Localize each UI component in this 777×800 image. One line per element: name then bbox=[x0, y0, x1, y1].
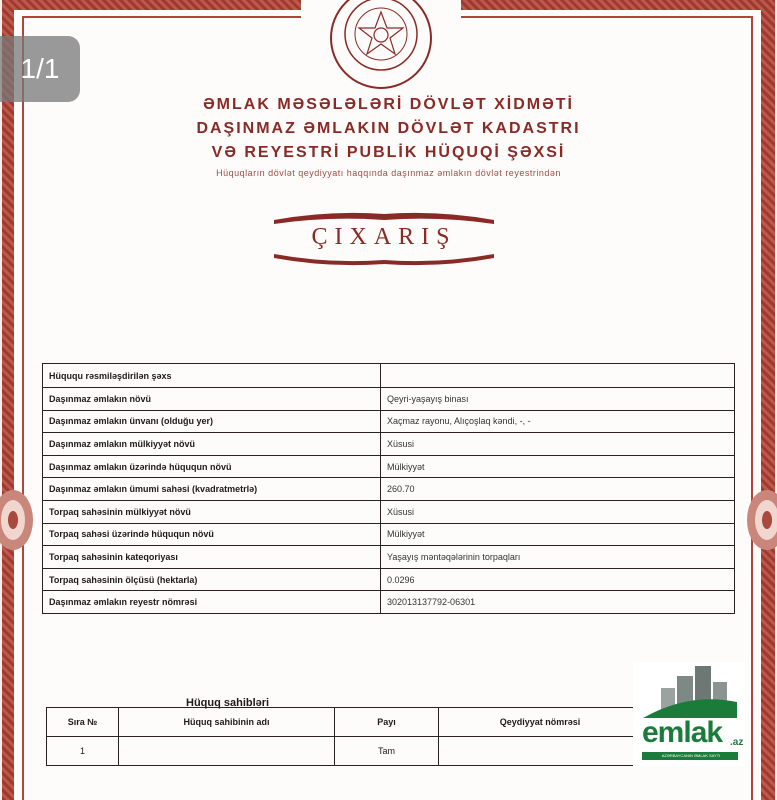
document-title-banner bbox=[269, 206, 499, 268]
table-row bbox=[43, 455, 735, 478]
right-ornament bbox=[744, 485, 777, 555]
owners-col-reg: Qeydiyyat nömrəsi bbox=[439, 708, 642, 737]
row-label: Daşınmaz əmlakın mülkiyyət növü bbox=[43, 433, 381, 456]
row-label: Daşınmaz əmlakın ümumi sahəsi (kvadratmetrlə) bbox=[43, 478, 381, 501]
row-value: 302013137792-06301 bbox=[381, 591, 735, 614]
property-info-table bbox=[42, 363, 735, 614]
emlak-domain: .az bbox=[730, 737, 744, 748]
row-value: Mülkiyyət bbox=[381, 455, 735, 478]
row-label: Hüququ rəsmiləşdirilən şəxs bbox=[43, 364, 381, 388]
row-value bbox=[381, 364, 735, 388]
table-row bbox=[43, 364, 735, 388]
table-row bbox=[43, 478, 735, 501]
header-line-2: DAŞINMAZ ƏMLAKIN DÖVLƏT KADASTRI bbox=[196, 120, 581, 137]
row-label: Torpaq sahəsi üzərində hüququn növü bbox=[43, 523, 381, 546]
emlak-watermark-logo bbox=[633, 662, 745, 766]
table-row bbox=[47, 737, 642, 766]
row-value: Xüsusi bbox=[381, 433, 735, 456]
table-row bbox=[43, 546, 735, 569]
row-label: Torpaq sahəsinin ölçüsü (hektarla) bbox=[43, 568, 381, 591]
owner-name bbox=[119, 737, 335, 766]
row-value: Qeyri-yaşayış binası bbox=[381, 388, 735, 411]
row-value: Mülkiyyət bbox=[381, 523, 735, 546]
header-subtitle: Hüquqların dövlət qeydiyyatı haqqında daşınmaz əmlakın dövlət reyestrindən bbox=[216, 168, 561, 178]
document-title: ÇIXARIŞ bbox=[311, 224, 457, 250]
owners-col-name: Hüquq sahibinin adı bbox=[119, 708, 335, 737]
table-row bbox=[43, 500, 735, 523]
table-row bbox=[43, 388, 735, 411]
table-row bbox=[43, 523, 735, 546]
row-value: Xaçmaz rayonu, Alıçoşlaq kəndi, -, - bbox=[381, 410, 735, 433]
buildings-icon bbox=[633, 662, 745, 722]
page-counter: 1/1 bbox=[0, 36, 80, 102]
emlak-tagline: AZƏRBAYCANIN ƏMLAK SAYTI bbox=[661, 753, 721, 758]
owner-reg bbox=[439, 737, 642, 766]
row-label: Torpaq sahəsinin mülkiyyət növü bbox=[43, 500, 381, 523]
owners-col-no: Sıra № bbox=[47, 708, 119, 737]
table-row bbox=[43, 433, 735, 456]
header-line-3: VƏ REYESTRİ PUBLİK HÜQUQİ ŞƏXSİ bbox=[211, 144, 566, 161]
row-value: 260.70 bbox=[381, 478, 735, 501]
table-row bbox=[43, 568, 735, 591]
header-line-1: ƏMLAK MƏSƏLƏLƏRİ DÖVLƏT XİDMƏTİ bbox=[203, 96, 574, 113]
row-value: 0.0296 bbox=[381, 568, 735, 591]
left-ornament bbox=[0, 485, 36, 555]
row-value: Yaşayış məntəqələrinin torpaqları bbox=[381, 546, 735, 569]
row-label: Daşınmaz əmlakın növü bbox=[43, 388, 381, 411]
emlak-brand: emlak bbox=[642, 716, 723, 749]
owners-title: Hüquq sahibləri bbox=[186, 697, 270, 709]
table-row bbox=[43, 591, 735, 614]
owners-header-row bbox=[47, 708, 642, 737]
row-label: Daşınmaz əmlakın reyestr nömrəsi bbox=[43, 591, 381, 614]
state-emblem bbox=[301, 0, 461, 96]
owner-no: 1 bbox=[47, 737, 119, 766]
owners-col-share: Payı bbox=[335, 708, 439, 737]
row-label: Torpaq sahəsinin kateqoriyası bbox=[43, 546, 381, 569]
owners-table bbox=[46, 707, 642, 766]
row-label: Daşınmaz əmlakın üzərində hüququn növü bbox=[43, 455, 381, 478]
row-value: Xüsusi bbox=[381, 500, 735, 523]
owner-share: Tam bbox=[335, 737, 439, 766]
row-label: Daşınmaz əmlakın ünvanı (olduğu yer) bbox=[43, 410, 381, 433]
table-row bbox=[43, 410, 735, 433]
